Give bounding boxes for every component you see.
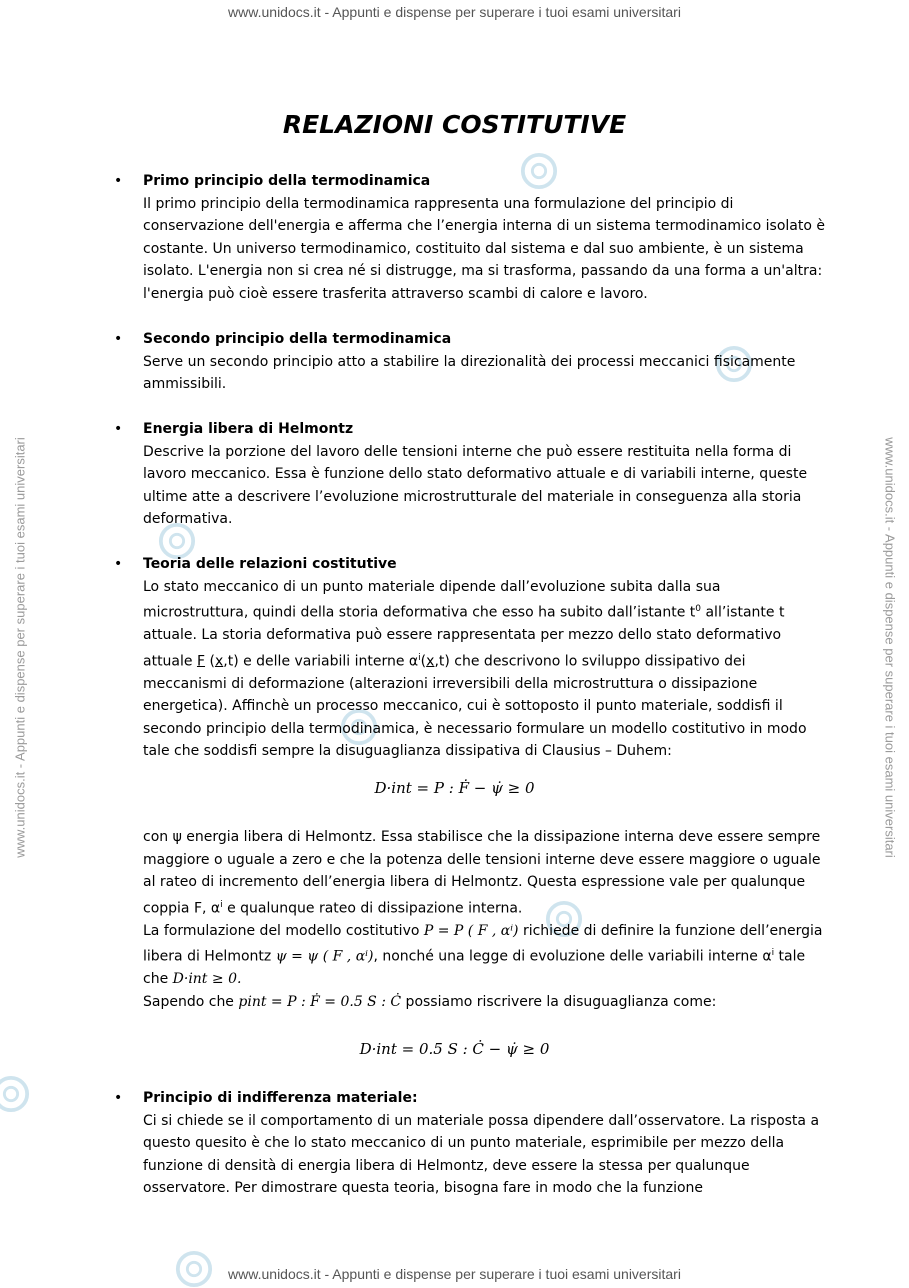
- bullet-icon: •: [114, 556, 123, 572]
- bullet-icon: •: [114, 1090, 123, 1106]
- watermark-logo-icon: [175, 1250, 213, 1288]
- section-body: Ci si chiede se il comportamento di un materiale possa dipendere dall’osservatore. La risposta a questo quesito è che lo stato meccanico di un punto materiale, esprimibile per mezzo della funzione di densità di energia libera di Helmontz, deve essere la stessa per qualunque osservatore. Per dimostrare questa teoria, bisogna fare in modo che la funzione: [143, 1112, 820, 1196]
- clausius-duhem-formula: D·int = P : Ḟ − ψ̇ ≥ 0: [374, 779, 535, 797]
- section-heading: Teoria delle relazioni costitutive: [143, 556, 397, 572]
- section-body: Lo stato meccanico di un punto materiale dipende dall’evoluzione subita dalla sua microstruttura, quindi della storia deformativa che esso ha subito dall’istante $t^0$ all’istante t attuale. La storia deformativa può essere rappresentata per mezzo dello stato deformativo attuale F (x,t) e delle variabili interne $\alpha^i(x,t)$ che descrivono lo sviluppo dissipativo dei meccanismi di deformazione (alterazioni irreversibili della microstruttura o dissipazione energetica). Affinchè un processo meccanico, cui è sottoposto il punto materiale, soddisfi il secondo principio della termodinamica, è necessario formulare un modello costitutivo in modo tale che soddisfi sempre la disuguaglianza dissipativa di Clausius – Duhem:: [143, 578, 807, 760]
- section-relazioni-costitutive: [114, 553, 828, 763]
- header-watermark: www.unidocs.it - Appunti e dispense per superare i tuoi esami universitari: [228, 4, 681, 20]
- section-primo-principio: [114, 170, 828, 305]
- page-title: RELAZIONI COSTITUTIVE: [282, 110, 627, 139]
- right-side-watermark: www.unidocs.it - Appunti e dispense per superare i tuoi esami universitari: [882, 437, 898, 858]
- section-heading: Principio di indifferenza materiale:: [143, 1090, 418, 1106]
- left-side-watermark: www.unidocs.it - Appunti e dispense per superare i tuoi esami universitari: [12, 437, 28, 858]
- section-energia-libera: [114, 418, 828, 531]
- section-heading: Energia libera di Helmontz: [143, 421, 354, 437]
- section-secondo-principio: [114, 328, 828, 396]
- bullet-icon: •: [114, 421, 123, 437]
- bullet-icon: •: [114, 173, 123, 189]
- section-indifferenza-materiale: [114, 1087, 828, 1200]
- section-relazioni-continuation: [143, 826, 828, 1013]
- paragraph-dissipazione: con ψ energia libera di Helmontz. Essa stabilisce che la dissipazione interna deve essere sempre maggiore o uguale a zero e che la potenza delle tensioni interne deve essere maggiore o uguale al rateo di incremento dell’energia libera di Helmontz. Questa espressione vale per qualunque coppia F, $\alpha^i$ e qualunque rateo di dissipazione interna.: [143, 829, 821, 917]
- section-body: Il primo principio della termodinamica rappresenta una formulazione del principio di conservazione dell'energia e afferma che l’energia interna di un sistema termodinamico isolato è costante. Un universo termodinamico, costituito dal sistema e dal suo ambiente, è un sistema isolato. L'energia non si crea né si distrugge, ma si trasforma, passando da una forma a un'altra: l'energia può cioè essere trasferita attraverso scambi di calore e lavoro.: [143, 195, 825, 302]
- section-body: Serve un secondo principio atto a stabilire la direzionalità dei processi meccanici fisicamente ammissibili.: [143, 353, 796, 392]
- paragraph-sapendo: Sapendo che pint = P : Ḟ = 0.5 S : Ċ possiamo riscrivere la disuguaglianza come:: [143, 993, 717, 1010]
- section-body: Descrive la porzione del lavoro delle tensioni interne che può essere restituita nella forma di lavoro meccanico. Essa è funzione dello stato deformativo attuale e di variabili interne, queste ultime atte a descrivere l’evoluzione microstrutturale del materiale in conseguenza alla storia deformativa.: [143, 443, 808, 527]
- section-heading: Primo principio della termodinamica: [143, 173, 431, 189]
- disuguaglianza-formula: D·int = 0.5 S : Ċ − ψ̇ ≥ 0: [359, 1040, 550, 1058]
- section-heading: Secondo principio della termodinamica: [143, 331, 452, 347]
- watermark-logo-icon: [0, 1075, 30, 1113]
- footer-watermark: www.unidocs.it - Appunti e dispense per superare i tuoi esami universitari: [228, 1266, 681, 1282]
- bullet-icon: •: [114, 331, 123, 347]
- paragraph-modello-costitutivo: La formulazione del modello costitutivo P = P ( F , αⁱ) richiede di definire la funzione dell’energia libera di Helmontz ψ = ψ ( F , αⁱ), nonché una legge di evoluzione delle variabili interne $\alpha^i$ tale che D·int ≥ 0.: [143, 922, 823, 988]
